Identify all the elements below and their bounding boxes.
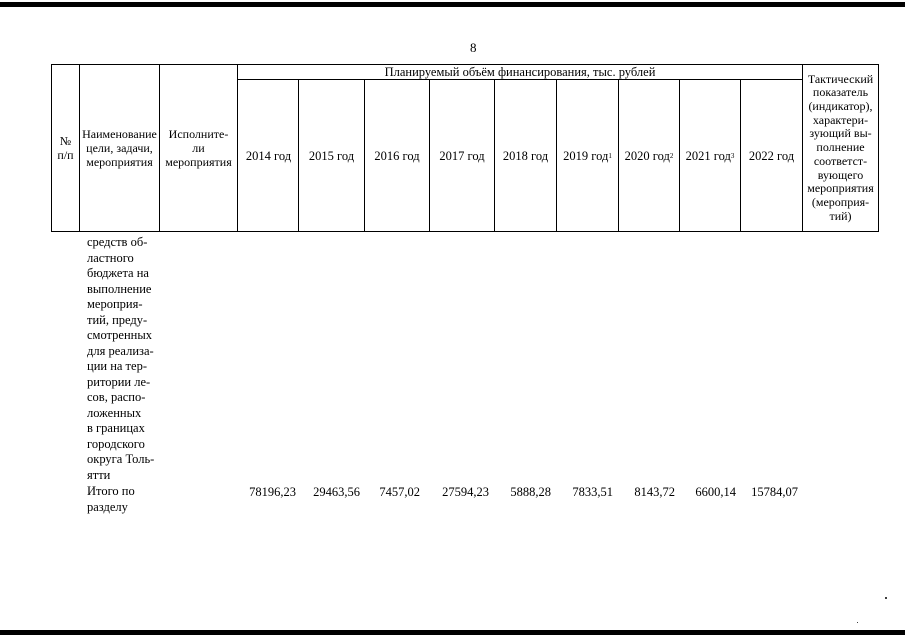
- total-value: 8143,72: [634, 485, 675, 499]
- header-year: 2019 год 1: [563, 148, 612, 163]
- header-border-bottom: [51, 231, 879, 232]
- header-year: 2022 год: [748, 148, 795, 163]
- row-continued-text: средств об- ластного бюджета на выполнение мероприя- тий, преду- смотренных для реализа- ции на тер- ритории ле- сов, распо- ложенных в границах городского округа Толь- ятти: [87, 235, 155, 482]
- header-col-number: № п/п: [57, 134, 74, 162]
- header-year: 2021 год 3: [685, 148, 735, 163]
- header-year: 2015 год: [308, 148, 355, 163]
- header-year: 2018 год: [502, 148, 549, 163]
- scan-speck: [885, 597, 887, 599]
- bottom-border-bar: [0, 630, 905, 635]
- header-col-indicator: Тактический показатель (индикатор), характери- зующий вы- полнение соответст- вующего мероприятия (мероприя- тий): [807, 71, 874, 223]
- header-year: 2016 год: [374, 148, 420, 163]
- page-number: 8: [470, 40, 477, 55]
- total-value: 15784,07: [751, 485, 798, 499]
- total-value: 7833,51: [572, 485, 613, 499]
- total-value: 6600,14: [695, 485, 736, 499]
- header-year: 2020 год 2: [624, 148, 674, 163]
- col-sep: [237, 64, 238, 232]
- header-col-executors: Исполните- ли мероприятия: [165, 127, 232, 169]
- header-year: 2014 год: [245, 148, 292, 163]
- header-year: 2017 год: [439, 148, 485, 163]
- top-border-bar: [0, 2, 905, 7]
- total-value: 27594,23: [442, 485, 489, 499]
- total-row-label: Итого по разделу: [87, 484, 135, 514]
- total-value: 29463,56: [313, 485, 360, 499]
- total-value: 78196,23: [249, 485, 296, 499]
- header-border-right: [878, 64, 879, 232]
- header-funding-title: Планируемый объём финансирования, тыс. рублей: [384, 64, 656, 79]
- scan-speck: [857, 622, 858, 623]
- total-value: 7457,02: [379, 485, 420, 499]
- table-header: [51, 64, 879, 232]
- header-col-name: Наименование цели, задачи, мероприятия: [82, 127, 157, 169]
- total-value: 5888,28: [510, 485, 551, 499]
